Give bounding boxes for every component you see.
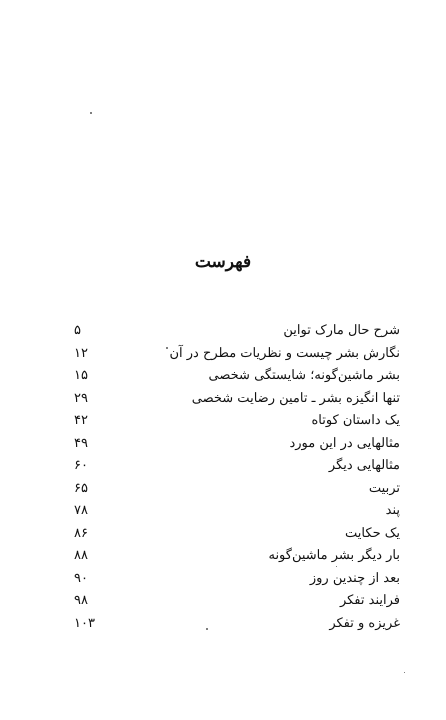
toc-entry-title: بعد از چندین روز — [309, 570, 400, 586]
toc-entry-page-number: ۱۵ — [74, 368, 88, 383]
scan-speck — [206, 628, 208, 630]
toc-entry-page-number: ۴۹ — [74, 435, 88, 451]
toc-entry-title: بار دیگر بشر ماشین‌گونه — [268, 548, 400, 563]
toc-row — [74, 343, 400, 366]
toc-entry-title: پند — [385, 503, 400, 518]
toc-row — [74, 388, 400, 411]
toc-entry-title: فرایند تفکر — [339, 593, 400, 608]
toc-entry-title: غریزه و تفکر — [329, 615, 400, 631]
toc-entry-page-number: ۹۸ — [74, 593, 88, 608]
toc-entry-page-number: ۱۰۳ — [74, 615, 95, 631]
toc-entry-page-number: ۶۵ — [74, 480, 88, 496]
toc-entry-title: بشر ماشین‌گونه؛ شایستگی شخصی — [208, 368, 400, 383]
toc-entry-page-number: ۱۲ — [74, 345, 88, 361]
toc-entry-title: یک حکایت — [345, 525, 400, 541]
toc-entry-page-number: ۲۹ — [74, 390, 88, 406]
toc-row — [74, 320, 400, 343]
toc-entry-page-number: ۶۰ — [74, 458, 88, 473]
toc-row — [74, 433, 400, 456]
toc-entry-title: مثالهایی دیگر — [328, 458, 400, 473]
scan-speck — [166, 347, 168, 349]
scan-speck — [336, 566, 337, 567]
toc-entry-page-number: ۹۰ — [74, 570, 88, 586]
toc-entry-page-number: ۸۶ — [74, 525, 88, 541]
toc-row — [74, 568, 400, 591]
toc-entry-page-number: ۵ — [74, 323, 81, 338]
toc-entry-title: مثالهایی در این مورد — [289, 435, 400, 451]
toc-entry-title: تنها انگیزه بشر ـ تامین رضایت شخصی — [191, 390, 400, 406]
toc-list — [74, 320, 400, 635]
scan-speck — [404, 672, 405, 673]
scan-speck — [90, 112, 92, 114]
toc-row — [74, 545, 400, 568]
toc-row — [74, 613, 400, 636]
toc-entry-page-number: ۸۸ — [74, 548, 88, 563]
toc-entry-title: تربیت — [368, 480, 400, 496]
toc-entry-title: نگارش بشر چیست و نظریات مطرح در آن — [169, 345, 400, 361]
toc-row — [74, 500, 400, 523]
toc-entry-page-number: ۷۸ — [74, 503, 88, 518]
toc-entry-page-number: ۴۲ — [74, 413, 88, 428]
toc-row — [74, 590, 400, 613]
toc-row — [74, 365, 400, 388]
toc-row — [74, 455, 400, 478]
toc-entry-title: یک داستان کوتاه — [311, 413, 400, 428]
toc-entry-title: شرح حال مارک تواین — [283, 323, 400, 338]
toc-row — [74, 478, 400, 501]
toc-row — [74, 410, 400, 433]
toc-row — [74, 523, 400, 546]
toc-heading: فهرست — [194, 252, 252, 272]
